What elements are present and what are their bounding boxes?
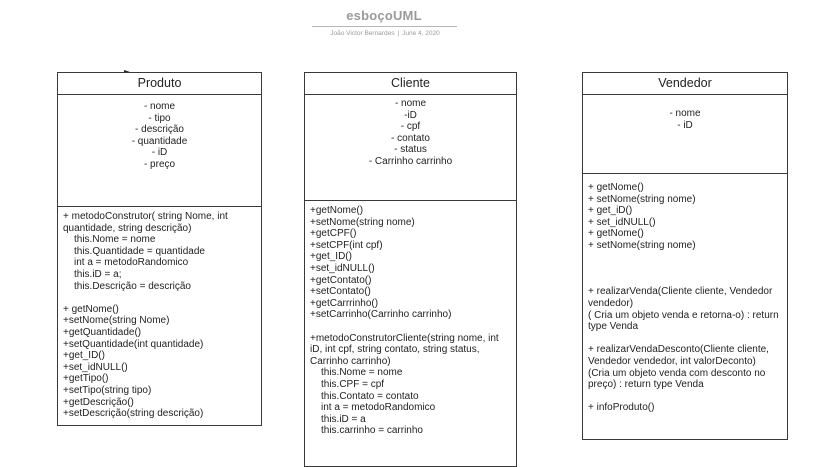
class-name: Cliente bbox=[305, 73, 516, 95]
attribute: - quantidade bbox=[131, 135, 188, 147]
method: + setNome(string nome) bbox=[588, 239, 696, 251]
method: + get_iD() bbox=[588, 205, 633, 217]
constructor-statement: this.Contato = contato bbox=[321, 390, 419, 402]
methods-section bbox=[58, 207, 261, 420]
method: +get_ID() bbox=[310, 251, 352, 263]
constructor-statement: this.Nome = nome bbox=[74, 234, 156, 246]
method: +get_ID() bbox=[63, 350, 105, 362]
method: +set_idNULL() bbox=[63, 361, 128, 373]
class-produto[interactable] bbox=[57, 72, 262, 426]
method: + getNome() bbox=[63, 303, 119, 315]
attribute: - tipo bbox=[148, 112, 171, 124]
attribute: - descrição bbox=[135, 124, 184, 136]
method-realizar-venda: + realizarVenda(Cliente cliente, Vendedor vendedor) bbox=[588, 286, 773, 309]
attributes-section bbox=[583, 95, 787, 174]
constructor-statement: int a = metodoRandomico bbox=[321, 402, 436, 414]
method: + getNome() bbox=[588, 182, 644, 193]
class-name: Vendedor bbox=[583, 73, 787, 95]
document-meta bbox=[300, 30, 470, 37]
method: +set_idNULL() bbox=[310, 262, 375, 274]
method-note: ( Cria um objeto venda e retorna-o) : return type Venda bbox=[588, 309, 779, 333]
title-divider bbox=[312, 26, 457, 27]
method: +setNome(string Nome) bbox=[63, 315, 170, 327]
author-name: João Victor Bernardes bbox=[330, 30, 395, 37]
attribute: - contato bbox=[391, 132, 430, 144]
method: +setCPF(int cpf) bbox=[310, 239, 383, 251]
constructor-statement: this.Descrição = descrição bbox=[74, 280, 191, 292]
constructor-statement: this.Quantidade = quantidade bbox=[74, 245, 205, 257]
class-vendedor[interactable] bbox=[582, 72, 788, 440]
class-cliente[interactable] bbox=[304, 72, 517, 467]
method: +setCarrinho(Carrinho carrinho) bbox=[310, 309, 452, 321]
method: +getContato() bbox=[310, 274, 372, 286]
constructor-statement: this.iD = a bbox=[321, 413, 366, 425]
method: +getTipo() bbox=[63, 373, 109, 385]
attributes-section bbox=[58, 95, 261, 207]
methods-section bbox=[305, 201, 516, 437]
meta-separator: | bbox=[397, 30, 400, 37]
attribute: - nome bbox=[143, 101, 176, 112]
method: +setNome(string nome) bbox=[310, 216, 415, 228]
method-note: (Cria um objeto venda com desconto no preço) : return type Venda bbox=[588, 367, 766, 391]
attribute: -iD bbox=[404, 109, 417, 121]
attribute: - preço bbox=[143, 158, 176, 170]
attribute: - nome bbox=[669, 108, 701, 119]
method: +getCarrrinho() bbox=[310, 297, 379, 309]
method: + set_idNULL() bbox=[588, 216, 656, 228]
attribute: - status bbox=[394, 144, 427, 156]
attribute: - Carrinho carrinho bbox=[368, 155, 453, 167]
constructor-signature: + metodoConstrutor( string Nome, int quantidade, string descrição) bbox=[63, 211, 228, 234]
method-info-produto: + infoProduto() bbox=[588, 402, 655, 414]
method: +setDescrição(string descrição) bbox=[63, 408, 204, 420]
method-realizar-venda-desconto: + realizarVendaDesconto(Cliente cliente, Vendedor vendedor, int valorDeconto) bbox=[588, 344, 769, 367]
method: +getNome() bbox=[310, 205, 364, 216]
constructor-statement: int a = metodoRandomico bbox=[74, 257, 189, 269]
document-date: June 4, 2020 bbox=[402, 30, 440, 37]
methods-section bbox=[583, 174, 787, 414]
attribute: - cpf bbox=[400, 121, 421, 133]
method: +setQuantidade(int quantidade) bbox=[63, 338, 204, 350]
attribute: - iD bbox=[677, 119, 693, 131]
constructor-signature: +metodoConstrutorCliente(string nome, int iD, int cpf, string contato, string status, Carrinho carrinho) bbox=[310, 332, 499, 367]
method: +setTipo(string tipo) bbox=[63, 384, 152, 396]
constructor-statement: this.Nome = nome bbox=[321, 367, 403, 379]
method: +getCPF() bbox=[310, 228, 357, 240]
attributes-section bbox=[305, 95, 516, 201]
method: + setNome(string nome) bbox=[588, 193, 696, 205]
document-title: esboçoUML bbox=[346, 8, 422, 23]
method: +setContato() bbox=[310, 286, 371, 298]
method: +getQuantidade() bbox=[63, 326, 142, 338]
method: +getDescrição() bbox=[63, 396, 134, 408]
class-name: Produto bbox=[58, 73, 261, 95]
constructor-statement: this.CPF = cpf bbox=[321, 378, 385, 390]
constructor-statement: this.iD = a; bbox=[74, 268, 122, 280]
attribute: - nome bbox=[394, 98, 427, 109]
attribute: - iD bbox=[151, 147, 168, 159]
constructor-statement: this.carrinho = carrinho bbox=[321, 425, 423, 437]
method: + getNome() bbox=[588, 228, 644, 240]
